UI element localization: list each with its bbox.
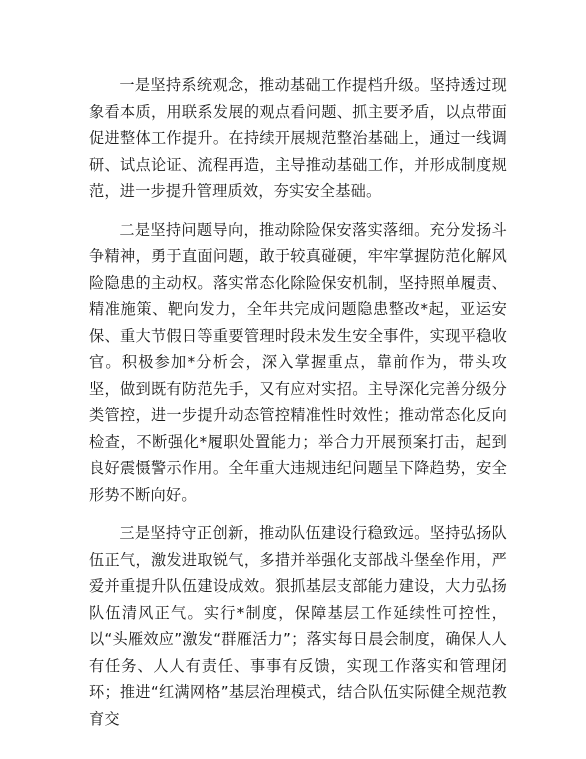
paragraph-system-concept: 一是坚持系统观念，推动基础工作提档升级。坚持透过现象看本质，用联系发展的观点看问题、抓主要矛盾，以点带面促进整体工作提升。在持续开展规范整治基础上，通过一线调研、试点论证、流程再造，主导推动基础工作，并形成制度规范，进一步提升管理质效，夯实安全基础。 (89, 76, 507, 200)
document-page (89, 72, 507, 744)
paragraph-innovation: 三是坚持守正创新，推动队伍建设行稳致远。坚持弘扬队伍正气，激发进取锐气，多措并举强化支部战斗堡垒作用，严爱并重提升队伍建设成效。狠抓基层支部能力建设，大力弘扬队伍清风正气。实行*制度，保障基层工作延续性可控性，以“头雁效应”激发“群雁活力”；落实每日晨会制度，确保人人有任务、人人有责任、事事有反馈，实现工作落实和管理闭环；推进“红满网格”基层治理模式，结合队伍实际健全规范教育交 (89, 524, 507, 728)
paragraph-problem-orientation: 二是坚持问题导向，推动除险保安落实落细。充分发扬斗争精神，勇于直面问题，敢于较真碰硬，牢牢掌握防范化解风险隐患的主动权。落实常态化除险保安机制，坚持照单履责、精准施策、靶向发力，全年共完成问题隐患整改*起，亚运安保、重大节假日等重要管理时段未发生安全事件，实现平稳收官。积极参加*分析会，深入掌握重点，靠前作为，带头攻坚，做到既有防范先手，又有应对实招。主导深化完善分级分类管控，进一步提升动态管控精准性时效性；推动常态化反向检查，不断强化*履职处置能力；举合力开展预案打击，起到良好震慑警示作用。全年重大违规违纪问题呈下降趋势，安全形势不断向好。 (89, 220, 507, 504)
